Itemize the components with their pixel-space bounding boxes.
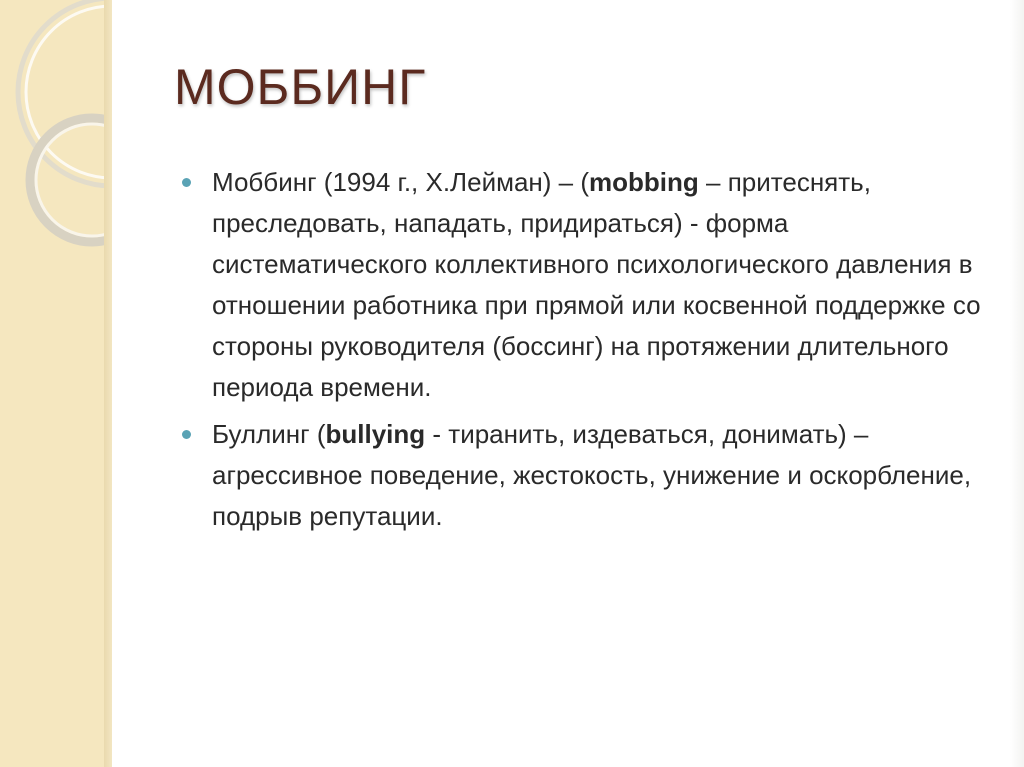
bullet-text-prefix: Буллинг ( xyxy=(212,419,326,449)
bullet-term: bullying xyxy=(325,419,426,449)
bullet-item-bullying xyxy=(180,414,1000,537)
decorative-sidebar xyxy=(0,0,112,767)
bullet-list xyxy=(180,162,1000,543)
bullet-dot-icon xyxy=(182,178,191,187)
sidebar-edge xyxy=(104,0,112,767)
bullet-term: mobbing xyxy=(589,167,699,197)
bullet-text-prefix: Моббинг (1994 г., Х.Лейман) – ( xyxy=(212,167,590,197)
right-edge-shadow xyxy=(1010,0,1024,767)
slide-title: МОББИНГ xyxy=(174,59,427,115)
bullet-item-mobbing xyxy=(180,162,1000,408)
bullet-dot-icon xyxy=(182,430,191,439)
bullet-text-suffix: – притеснять, преследовать, нападать, придираться) - форма систематического коллективного психологического давления в отношении работника при прямой или косвенной поддержке со стороны руководителя (боссинг) на протяжении длительного периода времени. xyxy=(212,167,981,402)
bullet-text-suffix: - тиранить, издеваться, донимать) – агрессивное поведение, жестокость, унижение и оскорбление, подрыв репутации. xyxy=(212,419,972,531)
decorative-rings-graphic xyxy=(0,0,112,767)
